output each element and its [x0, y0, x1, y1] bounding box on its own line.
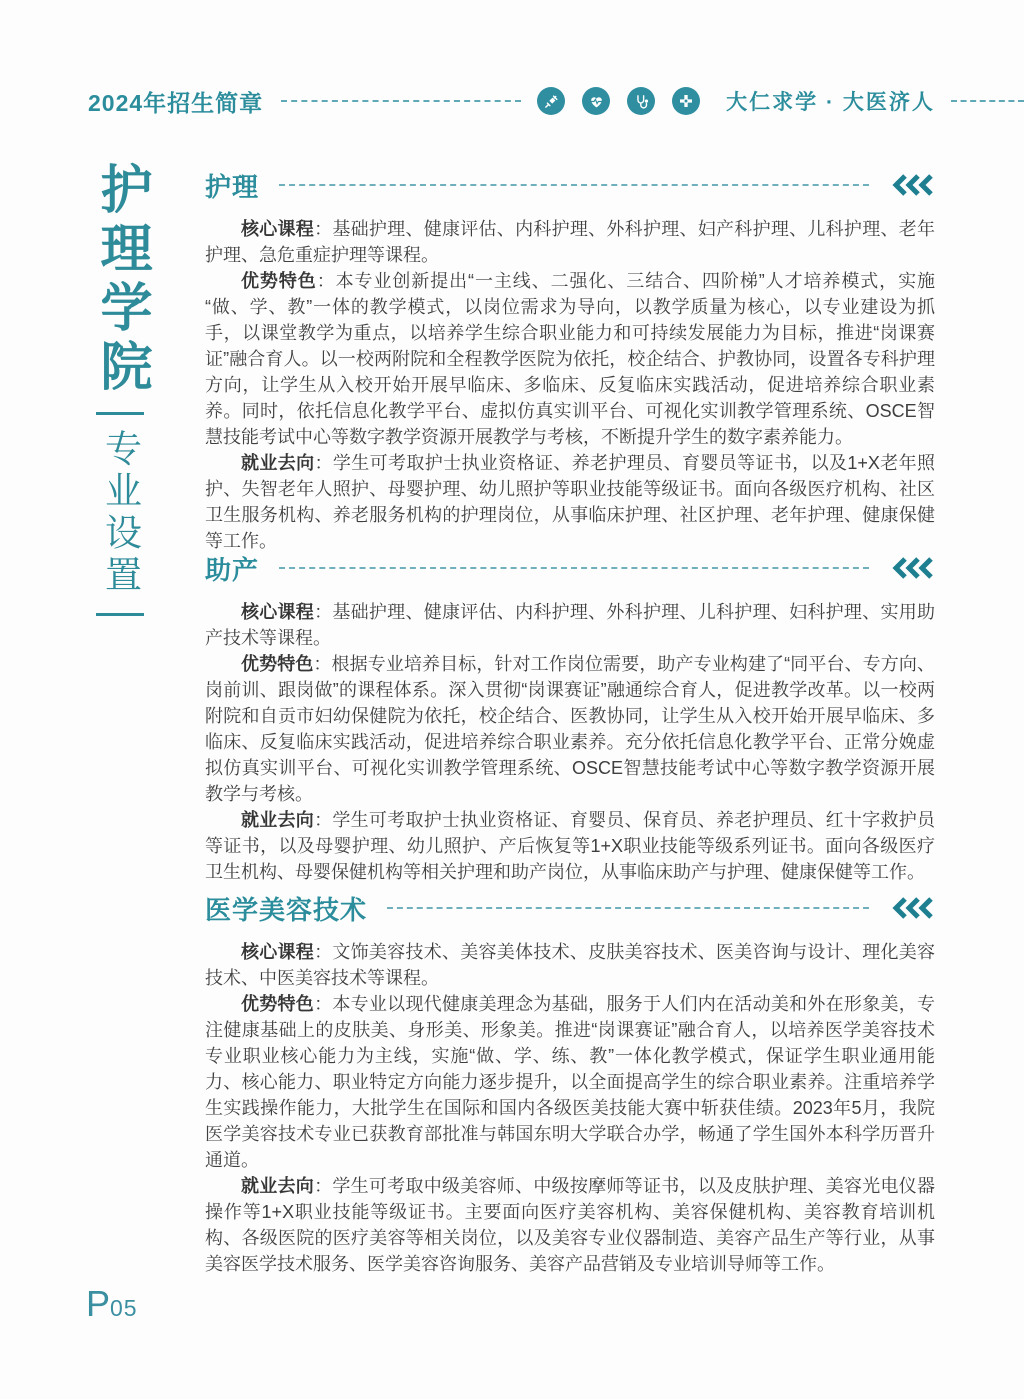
page-number: [86, 1283, 138, 1325]
paragraph-text: ：基础护理、健康评估、内科护理、外科护理、儿科护理、妇科护理、实用助产技术等课程。: [205, 602, 936, 648]
paragraph-features: [205, 991, 935, 1173]
paragraph-text: ：学生可考取护士执业资格证、养老护理员、育婴员等证书，以及1+X老年照护、失智老年人照护、母婴护理、幼儿照护等职业技能等级证书。面向各级医疗机构、社区卫生服务机构、养老服务机构的护理岗位，从事临床护理、社区护理、老年护理、健康保健等工作。: [205, 453, 935, 551]
paragraph-label: 优势特色: [241, 654, 314, 674]
paragraph-employment: [205, 807, 935, 885]
header-dashed-line-right: [951, 100, 1024, 102]
paragraph-label: 就业去向: [241, 810, 315, 830]
section-title: 医学美容技术: [205, 894, 368, 925]
paragraph-label: 核心课程: [241, 942, 315, 962]
page-number-prefix: P: [86, 1283, 111, 1324]
paragraph-core-courses: [205, 939, 935, 991]
page-header: [88, 84, 1024, 118]
header-title: 2024年招生简章: [88, 89, 264, 116]
section-dashed-line: [387, 907, 869, 909]
sidebar-divider-bottom: [96, 613, 144, 616]
section-body: [205, 939, 935, 1277]
section-header: [205, 549, 935, 587]
paragraph-text: ：本专业创新提出“一主线、二强化、三结合、四阶梯”人才培养模式，实施“做、学、教”一体的教学模式，以岗位需求为导向，以教学质量为核心，以专业建设为抓手，以课堂教学为重点，以培养学生综合职业能力和可持续发展能力为目标，推进“岗课赛证”融合育人。以一校两附院和全程教学医院为依托，校企结合、护教协同，设置各专科护理方向，让学生从入校开始开展早临床、多临床、反复临床实践活动，促进培养综合职业素养。同时，依托信息化教学平台、虚拟仿真实训平台、可视化实训教学管理系统、OSCE智慧技能考试中心等数字教学资源开展教学与考核，不断提升学生的数字素养能力。: [205, 271, 935, 447]
paragraph-label: 优势特色: [241, 994, 315, 1014]
triple-left-chevrons-icon: [891, 174, 935, 196]
paragraph-core-courses: [205, 599, 935, 651]
triple-left-chevrons-icon: [891, 557, 935, 579]
section-title: 助产: [205, 554, 260, 585]
header-dashed-line: [281, 100, 521, 102]
section-midwifery: [205, 549, 935, 885]
medical-cross-icon: [672, 87, 700, 115]
sidebar: [78, 162, 162, 630]
paragraph-text: ：本专业以现代健康美理念为基础，服务于人们内在活动美和外在形象美，专注健康基础上的皮肤美、身形美、形象美。推进“岗课赛证”融合育人，以培养医学美容技术专业职业核心能力为主线，实施“做、学、练、教”一体化教学模式，保证学生职业通用能力、核心能力、职业特定方向能力逐步提升，以全面提高学生的综合职业素养。注重培养学生实践操作能力，大批学生在国际和国内各级医美技能大赛中斩获佳绩。2023年5月，我院医学美容技术专业已获教育部批准与韩国东明大学联合办学，畅通了学生国外本科学历晋升通道。: [205, 994, 936, 1170]
section-title: 护理: [205, 171, 260, 202]
paragraph-label: 核心课程: [241, 219, 315, 239]
paragraph-core-courses: [205, 216, 935, 268]
paragraph-text: ：根据专业培养目标，针对工作岗位需要，助产专业构建了“同平台、专方向、岗前训、跟岗做”的课程体系。深入贯彻“岗课赛证”融通综合育人，促进教学改革。以一校两附院和自贡市妇幼保健院为依托，校企结合、医教协同，让学生从入校开始开展早临床、多临床、反复临床实践活动，促进培养综合职业素养。充分依托信息化教学平台、正常分娩虚拟仿真实训平台、可视化实训教学管理系统、OSCE智慧技能考试中心等数字教学资源开展教学与考核。: [205, 654, 935, 804]
header-icon-row: [537, 87, 700, 115]
section-body: [205, 216, 935, 554]
heart-pulse-icon: [582, 87, 610, 115]
paragraph-text: ：学生可考取中级美容师、中级按摩师等证书，以及皮肤护理、美容光电仪器操作等1+X职业技能等级证书。主要面向医疗美容机构、美容保健机构、美容教育培训机构、各级医院的医疗美容等相关岗位，以及美容专业仪器制造、美容产品生产等行业，从事美容医学技术服务、医学美容咨询服务、美容产品营销及专业培训导师等工作。: [205, 1176, 936, 1274]
paragraph-label: 就业去向: [241, 453, 315, 473]
paragraph-label: 核心课程: [241, 602, 315, 622]
paragraph-label: 优势特色: [241, 271, 317, 291]
page-number-value: 05: [110, 1295, 138, 1321]
paragraph-employment: [205, 1173, 935, 1277]
section-body: [205, 599, 935, 885]
paragraph-employment: [205, 450, 935, 554]
stethoscope-icon: [627, 87, 655, 115]
section-label-vertical: 专业设置: [99, 429, 141, 597]
triple-left-chevrons-icon: [891, 897, 935, 919]
section-dashed-line: [279, 184, 869, 186]
sidebar-divider-top: [96, 412, 144, 415]
paragraph-text: ：文饰美容技术、美容美体技术、皮肤美容技术、医美咨询与设计、理化美容技术、中医美容技术等课程。: [205, 942, 936, 988]
header-motto: 大仁求学 · 大医济人: [726, 91, 935, 114]
paragraph-label: 就业去向: [241, 1176, 315, 1196]
section-medical-cosmetology: [205, 889, 935, 1277]
paragraph-features: [205, 651, 935, 807]
section-dashed-line: [279, 567, 869, 569]
paragraph-features: [205, 268, 935, 450]
section-nursing: [205, 166, 935, 554]
section-header: [205, 889, 935, 927]
college-name-vertical: 护理学院: [92, 162, 149, 398]
syringe-icon: [537, 87, 565, 115]
paragraph-text: ：基础护理、健康评估、内科护理、外科护理、妇产科护理、儿科护理、老年护理、急危重症护理等课程。: [205, 219, 936, 265]
section-header: [205, 166, 935, 204]
paragraph-text: ：学生可考取护士执业资格证、育婴员、保育员、养老护理员、红十字救护员等证书，以及母婴护理、幼儿照护、产后恢复等1+X职业技能等级系列证书。面向各级医疗卫生机构、母婴保健机构等相关护理和助产岗位，从事临床助产与护理、健康保健等工作。: [205, 810, 936, 882]
